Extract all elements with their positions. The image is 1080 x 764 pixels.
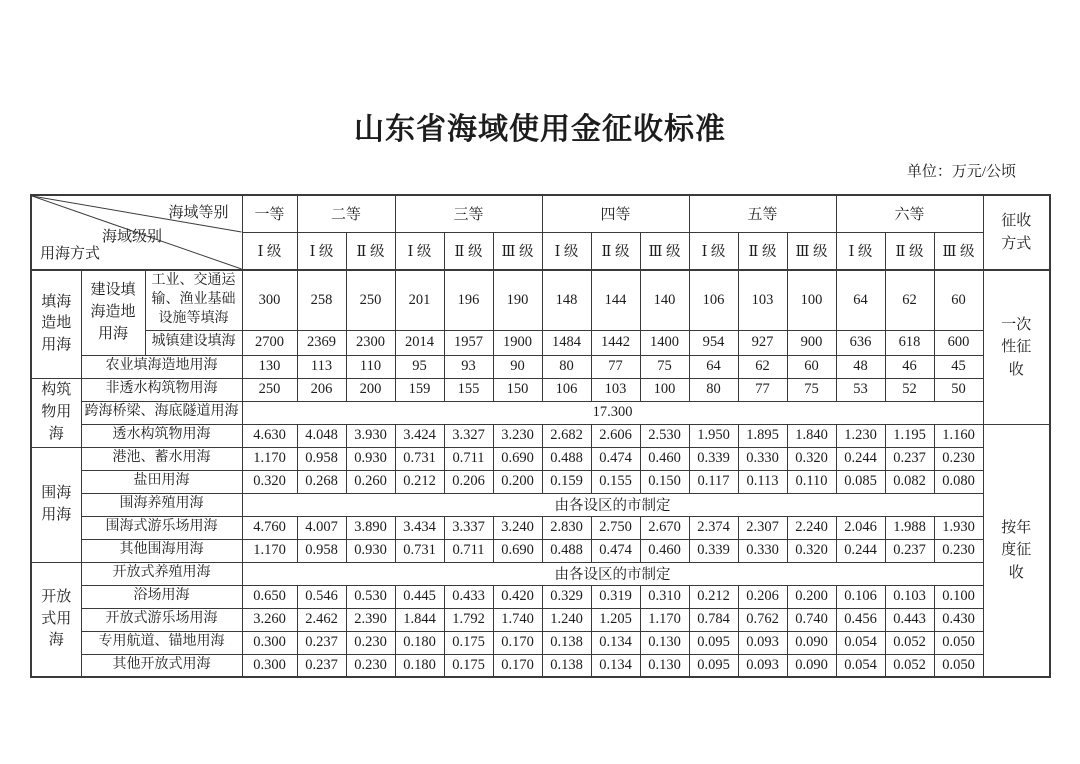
value-cell: 1.160 (934, 424, 983, 447)
value-cell: 0.113 (738, 470, 787, 493)
row-label: 开放式游乐场用海 (81, 608, 242, 631)
value-cell: 258 (297, 270, 346, 330)
value-cell: 48 (836, 355, 885, 378)
table-row (31, 608, 1050, 631)
value-cell: 1.170 (640, 608, 689, 631)
value-cell: 1.930 (934, 516, 983, 539)
table-row (31, 424, 1050, 447)
value-cell: 0.080 (934, 470, 983, 493)
level-header: Ⅰ 级 (542, 232, 591, 270)
value-cell: 600 (934, 330, 983, 355)
value-cell: 2014 (395, 330, 444, 355)
value-cell: 0.650 (242, 585, 297, 608)
level-header: Ⅱ 级 (444, 232, 493, 270)
value-cell: 2.670 (640, 516, 689, 539)
value-cell: 0.117 (689, 470, 738, 493)
value-cell: 1.170 (242, 539, 297, 562)
row-label: 浴场用海 (81, 585, 242, 608)
value-cell: 0.339 (689, 539, 738, 562)
row-label: 围海式游乐场用海 (81, 516, 242, 539)
value-cell: 0.130 (640, 631, 689, 654)
value-cell: 0.237 (297, 631, 346, 654)
value-cell: 1.840 (787, 424, 836, 447)
table-row (31, 493, 1050, 516)
value-cell: 0.310 (640, 585, 689, 608)
value-cell: 206 (297, 378, 346, 401)
grade-header: 四等 (542, 195, 689, 232)
value-cell: 2.462 (297, 608, 346, 631)
value-cell: 0.212 (689, 585, 738, 608)
corner-label-use-type: 用海方式 (40, 246, 101, 262)
value-cell: 0.300 (242, 654, 297, 677)
value-cell: 64 (689, 355, 738, 378)
value-cell: 62 (885, 270, 934, 330)
value-cell: 0.106 (836, 585, 885, 608)
value-cell: 106 (542, 378, 591, 401)
value-cell: 2.750 (591, 516, 640, 539)
level-header: Ⅲ 级 (934, 232, 983, 270)
value-cell: 45 (934, 355, 983, 378)
value-cell: 2.530 (640, 424, 689, 447)
row-label: 港池、蓄水用海 (81, 447, 242, 470)
value-cell: 0.052 (885, 631, 934, 654)
value-cell: 0.433 (444, 585, 493, 608)
value-cell: 200 (346, 378, 395, 401)
value-cell: 0.230 (934, 447, 983, 470)
value-cell: 0.740 (787, 608, 836, 631)
row-label: 城镇建设填海 (145, 330, 242, 355)
grade-header: 五等 (689, 195, 836, 232)
value-cell: 2.374 (689, 516, 738, 539)
value-cell: 954 (689, 330, 738, 355)
value-cell: 190 (493, 270, 542, 330)
value-cell: 4.630 (242, 424, 297, 447)
value-cell: 3.890 (346, 516, 395, 539)
grade-header: 一等 (242, 195, 297, 232)
value-cell: 75 (787, 378, 836, 401)
value-cell: 0.180 (395, 631, 444, 654)
value-cell: 3.930 (346, 424, 395, 447)
level-header: Ⅰ 级 (689, 232, 738, 270)
value-cell: 1442 (591, 330, 640, 355)
value-cell: 60 (787, 355, 836, 378)
value-cell: 3.337 (444, 516, 493, 539)
table-row (31, 654, 1050, 677)
value-cell: 52 (885, 378, 934, 401)
value-cell: 0.200 (493, 470, 542, 493)
value-cell: 0.445 (395, 585, 444, 608)
table-row (31, 330, 1050, 355)
collection-method-header: 征收方式 (983, 195, 1050, 270)
level-header: Ⅲ 级 (493, 232, 542, 270)
value-cell: 0.300 (242, 631, 297, 654)
table-row (31, 401, 1050, 424)
value-cell: 3.230 (493, 424, 542, 447)
value-cell: 0.052 (885, 654, 934, 677)
value-cell: 0.711 (444, 447, 493, 470)
value-cell: 0.090 (787, 631, 836, 654)
value-cell: 64 (836, 270, 885, 330)
value-cell: 1.740 (493, 608, 542, 631)
value-cell: 0.206 (738, 585, 787, 608)
value-cell: 0.170 (493, 654, 542, 677)
value-cell: 0.320 (242, 470, 297, 493)
value-cell: 0.460 (640, 447, 689, 470)
value-cell: 2.830 (542, 516, 591, 539)
value-cell: 3.424 (395, 424, 444, 447)
value-cell: 0.150 (640, 470, 689, 493)
group-label: 填海造地用海 (31, 270, 81, 378)
value-cell: 3.434 (395, 516, 444, 539)
value-cell: 0.237 (297, 654, 346, 677)
value-cell: 3.260 (242, 608, 297, 631)
value-cell: 4.760 (242, 516, 297, 539)
value-cell: 0.134 (591, 631, 640, 654)
collection-method-cell: 按年度征收 (983, 424, 1050, 677)
row-label: 工业、交通运输、渔业基础设施等填海 (145, 270, 242, 330)
value-cell: 0.138 (542, 654, 591, 677)
value-cell: 900 (787, 330, 836, 355)
table-row (31, 516, 1050, 539)
value-cell: 155 (444, 378, 493, 401)
value-cell: 4.007 (297, 516, 346, 539)
merged-value-cell: 由各设区的市制定 (242, 493, 983, 516)
value-cell: 2700 (242, 330, 297, 355)
value-cell: 0.958 (297, 539, 346, 562)
corner-label-sea-level: 海域级别 (102, 229, 163, 245)
value-cell: 0.103 (885, 585, 934, 608)
value-cell: 0.339 (689, 447, 738, 470)
value-cell: 0.930 (346, 447, 395, 470)
value-cell: 2.046 (836, 516, 885, 539)
level-header: Ⅲ 级 (640, 232, 689, 270)
value-cell: 75 (640, 355, 689, 378)
value-cell: 0.170 (493, 631, 542, 654)
value-cell: 0.054 (836, 631, 885, 654)
grade-header: 六等 (836, 195, 983, 232)
value-cell: 0.054 (836, 654, 885, 677)
table-row (31, 562, 1050, 585)
value-cell: 0.095 (689, 631, 738, 654)
value-cell: 0.930 (346, 539, 395, 562)
row-label: 非透水构筑物用海 (81, 378, 242, 401)
value-cell: 0.093 (738, 654, 787, 677)
corner-label-sea-grade: 海域等别 (168, 205, 229, 221)
table-row (31, 539, 1050, 562)
value-cell: 196 (444, 270, 493, 330)
subgroup-label: 建设填海造地用海 (81, 270, 145, 355)
value-cell: 0.230 (934, 539, 983, 562)
level-header: Ⅱ 级 (738, 232, 787, 270)
value-cell: 0.050 (934, 631, 983, 654)
value-cell: 0.230 (346, 654, 395, 677)
value-cell: 0.082 (885, 470, 934, 493)
value-cell: 148 (542, 270, 591, 330)
value-cell: 144 (591, 270, 640, 330)
value-cell: 618 (885, 330, 934, 355)
group-label: 构筑物用海 (31, 378, 81, 447)
row-label: 透水构筑物用海 (81, 424, 242, 447)
value-cell: 0.690 (493, 447, 542, 470)
value-cell: 0.180 (395, 654, 444, 677)
table-row (31, 447, 1050, 470)
row-label: 农业填海造地用海 (81, 355, 242, 378)
value-cell: 0.237 (885, 447, 934, 470)
value-cell: 110 (346, 355, 395, 378)
value-cell: 0.212 (395, 470, 444, 493)
value-cell: 0.230 (346, 631, 395, 654)
value-cell: 0.420 (493, 585, 542, 608)
value-cell: 0.731 (395, 447, 444, 470)
value-cell: 0.085 (836, 470, 885, 493)
value-cell: 1.988 (885, 516, 934, 539)
table-row (31, 270, 1050, 330)
fee-standard-table (30, 194, 1051, 678)
value-cell: 100 (640, 378, 689, 401)
value-cell: 4.048 (297, 424, 346, 447)
value-cell: 0.488 (542, 447, 591, 470)
level-header: Ⅰ 级 (242, 232, 297, 270)
value-cell: 2.240 (787, 516, 836, 539)
value-cell: 0.474 (591, 447, 640, 470)
value-cell: 95 (395, 355, 444, 378)
value-cell: 0.329 (542, 585, 591, 608)
value-cell: 0.690 (493, 539, 542, 562)
value-cell: 0.319 (591, 585, 640, 608)
value-cell: 90 (493, 355, 542, 378)
value-cell: 0.456 (836, 608, 885, 631)
value-cell: 0.206 (444, 470, 493, 493)
value-cell: 3.327 (444, 424, 493, 447)
value-cell: 2300 (346, 330, 395, 355)
value-cell: 106 (689, 270, 738, 330)
value-cell: 0.711 (444, 539, 493, 562)
value-cell: 46 (885, 355, 934, 378)
value-cell: 0.155 (591, 470, 640, 493)
value-cell: 50 (934, 378, 983, 401)
row-label: 专用航道、锚地用海 (81, 631, 242, 654)
value-cell: 0.175 (444, 631, 493, 654)
value-cell: 2.682 (542, 424, 591, 447)
level-header: Ⅱ 级 (591, 232, 640, 270)
level-header: Ⅱ 级 (885, 232, 934, 270)
value-cell: 3.240 (493, 516, 542, 539)
value-cell: 927 (738, 330, 787, 355)
group-label: 开放式用海 (31, 562, 81, 677)
value-cell: 1.170 (242, 447, 297, 470)
value-cell: 0.095 (689, 654, 738, 677)
page-title: 山东省海域使用金征收标准 (354, 113, 726, 146)
value-cell: 0.762 (738, 608, 787, 631)
value-cell: 0.237 (885, 539, 934, 562)
value-cell: 1484 (542, 330, 591, 355)
value-cell: 1400 (640, 330, 689, 355)
row-label: 跨海桥梁、海底隧道用海 (81, 401, 242, 424)
value-cell: 0.443 (885, 608, 934, 631)
value-cell: 0.110 (787, 470, 836, 493)
value-cell: 250 (242, 378, 297, 401)
value-cell: 113 (297, 355, 346, 378)
value-cell: 0.784 (689, 608, 738, 631)
value-cell: 0.138 (542, 631, 591, 654)
table-row (31, 378, 1050, 401)
value-cell: 0.460 (640, 539, 689, 562)
fee-table-body (31, 270, 1050, 677)
value-cell: 636 (836, 330, 885, 355)
value-cell: 1.844 (395, 608, 444, 631)
value-cell: 0.546 (297, 585, 346, 608)
value-cell: 53 (836, 378, 885, 401)
value-cell: 0.474 (591, 539, 640, 562)
grade-header: 二等 (297, 195, 395, 232)
value-cell: 100 (787, 270, 836, 330)
value-cell: 80 (542, 355, 591, 378)
value-cell: 1.195 (885, 424, 934, 447)
level-header: Ⅲ 级 (787, 232, 836, 270)
grade-header-row (31, 195, 1050, 232)
merged-value-cell: 17.300 (242, 401, 983, 424)
value-cell: 1.792 (444, 608, 493, 631)
value-cell: 1.230 (836, 424, 885, 447)
row-label: 其他开放式用海 (81, 654, 242, 677)
value-cell: 0.731 (395, 539, 444, 562)
diagonal-corner-cell (31, 195, 242, 270)
value-cell: 0.530 (346, 585, 395, 608)
level-header: Ⅰ 级 (297, 232, 346, 270)
value-cell: 0.488 (542, 539, 591, 562)
value-cell: 1900 (493, 330, 542, 355)
value-cell: 103 (591, 378, 640, 401)
value-cell: 201 (395, 270, 444, 330)
level-header: Ⅰ 级 (836, 232, 885, 270)
value-cell: 1957 (444, 330, 493, 355)
value-cell: 0.159 (542, 470, 591, 493)
value-cell: 2369 (297, 330, 346, 355)
value-cell: 0.268 (297, 470, 346, 493)
table-header (31, 195, 1050, 270)
value-cell: 77 (738, 378, 787, 401)
value-cell: 60 (934, 270, 983, 330)
value-cell: 2.307 (738, 516, 787, 539)
row-label: 其他围海用海 (81, 539, 242, 562)
table-row (31, 631, 1050, 654)
value-cell: 77 (591, 355, 640, 378)
value-cell: 0.330 (738, 539, 787, 562)
value-cell: 0.175 (444, 654, 493, 677)
value-cell: 1.950 (689, 424, 738, 447)
value-cell: 0.090 (787, 654, 836, 677)
value-cell: 93 (444, 355, 493, 378)
row-label: 围海养殖用海 (81, 493, 242, 516)
value-cell: 0.093 (738, 631, 787, 654)
value-cell: 0.244 (836, 539, 885, 562)
table-row (31, 585, 1050, 608)
value-cell: 1.895 (738, 424, 787, 447)
value-cell: 2.390 (346, 608, 395, 631)
grade-header: 三等 (395, 195, 542, 232)
collection-method-cell: 一次性征收 (983, 270, 1050, 424)
value-cell: 0.200 (787, 585, 836, 608)
value-cell: 0.100 (934, 585, 983, 608)
value-cell: 140 (640, 270, 689, 330)
value-cell: 150 (493, 378, 542, 401)
group-label: 围海用海 (31, 447, 81, 562)
table-row (31, 470, 1050, 493)
value-cell: 1.240 (542, 608, 591, 631)
level-header: Ⅱ 级 (346, 232, 395, 270)
value-cell: 0.134 (591, 654, 640, 677)
row-label: 盐田用海 (81, 470, 242, 493)
value-cell: 0.430 (934, 608, 983, 631)
unit-note: 单位：万元/公顷 (906, 164, 1016, 180)
row-label: 开放式养殖用海 (81, 562, 242, 585)
merged-value-cell: 由各设区的市制定 (242, 562, 983, 585)
value-cell: 0.320 (787, 447, 836, 470)
value-cell: 250 (346, 270, 395, 330)
value-cell: 0.244 (836, 447, 885, 470)
value-cell: 130 (242, 355, 297, 378)
value-cell: 1.205 (591, 608, 640, 631)
value-cell: 2.606 (591, 424, 640, 447)
table-row (31, 355, 1050, 378)
value-cell: 80 (689, 378, 738, 401)
level-header: Ⅰ 级 (395, 232, 444, 270)
value-cell: 103 (738, 270, 787, 330)
value-cell: 0.050 (934, 654, 983, 677)
value-cell: 0.260 (346, 470, 395, 493)
value-cell: 0.320 (787, 539, 836, 562)
value-cell: 300 (242, 270, 297, 330)
value-cell: 0.130 (640, 654, 689, 677)
value-cell: 159 (395, 378, 444, 401)
value-cell: 62 (738, 355, 787, 378)
value-cell: 0.330 (738, 447, 787, 470)
value-cell: 0.958 (297, 447, 346, 470)
